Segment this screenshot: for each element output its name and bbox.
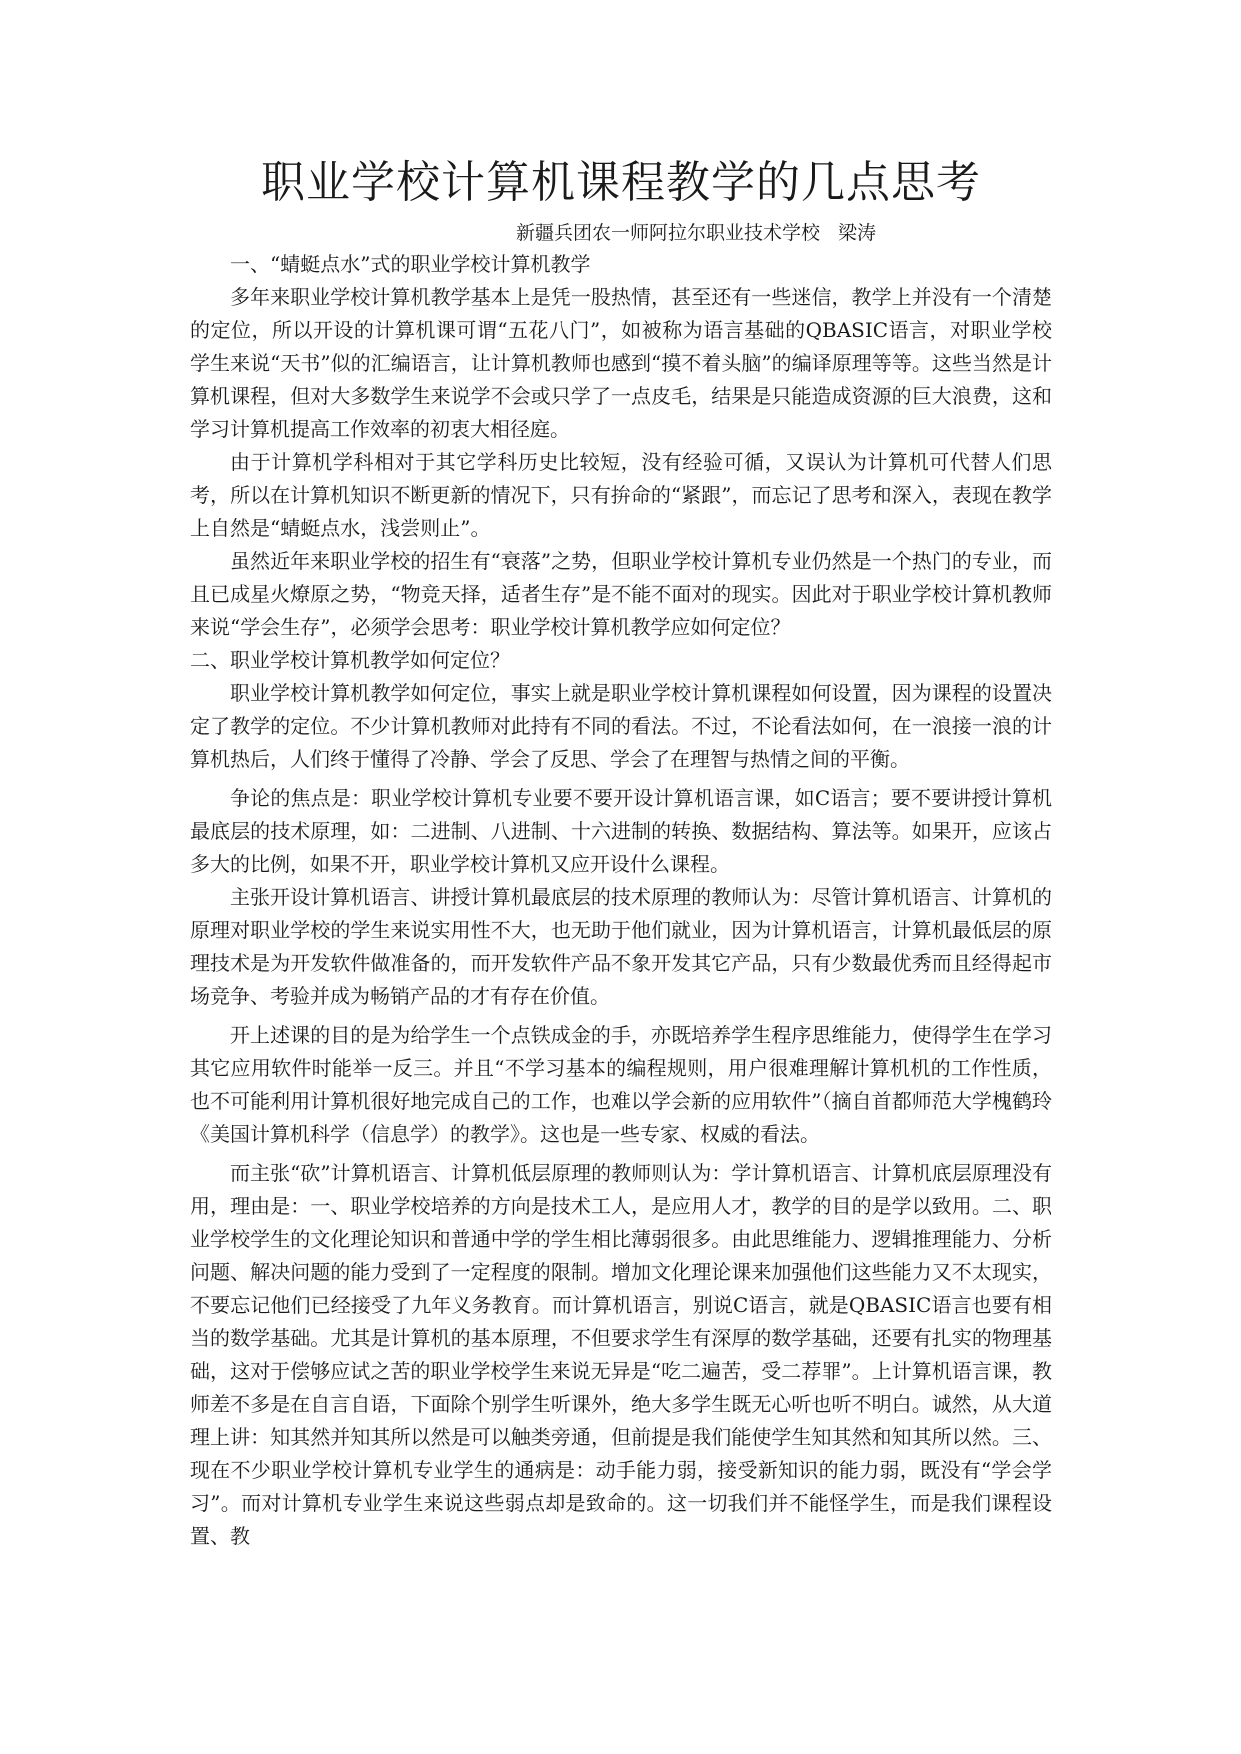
section-heading-1: 一、“蜻蜓点水”式的职业学校计算机教学 xyxy=(230,252,591,276)
paragraph: 多年来职业学校计算机教学基本上是凭一股热情，甚至还有一些迷信，教学上并没有一个清楚的定位，所以开设的计算机课可谓“五花八门”，如被称为语言基础的QBASIC语言，对职业学校学生来说“天书”似的汇编语言，让计算机教师也感到“摸不着头脑”的编译原理等等。这些当然是计算机课程，但对大多数学生来说学不会或只学了一点皮毛，结果是只能造成资源的巨大浪费，这和学习计算机提高工作效率的初衷大相径庭。 xyxy=(190,285,1052,441)
paragraph: 由于计算机学科相对于其它学科历史比较短，没有经验可循，又误认为计算机可代替人们思考，所以在计算机知识不断更新的情况下，只有拚命的“紧跟”，而忘记了思考和深入，表现在教学上自然是“蜻蜓点水，浅尝则止”。 xyxy=(190,450,1052,540)
document-title: 职业学校计算机课程教学的几点思考 xyxy=(261,157,981,208)
document-body xyxy=(190,248,1052,1553)
author-name: 梁涛 xyxy=(838,222,877,244)
paragraph: 争论的焦点是：职业学校计算机专业要不要开设计算机语言课，如C语言；要不要讲授计算机最底层的技术原理，如：二进制、八进制、十六进制的转换、数据结构、算法等。如果开，应该占多大的比例，如果不开，职业学校计算机又应开设什么课程。 xyxy=(190,786,1052,876)
section-heading-2: 二、职业学校计算机教学如何定位？ xyxy=(190,648,510,672)
paragraph: 而主张“砍”计算机语言、计算机低层原理的教师则认为：学计算机语言、计算机底层原理没有用，理由是：一、职业学校培养的方向是技术工人，是应用人才，教学的目的是学以致用。二、职业学校学生的文化理论知识和普通中学的学生相比薄弱很多。由此思维能力、逻辑推理能力、分析问题、解决问题的能力受到了一定程度的限制。增加文化理论课来加强他们这些能力又不太现实，不要忘记他们已经接受了九年义务教育。而计算机语言，别说C语言，就是QBASIC语言也要有相当的数学基础。尤其是计算机的基本原理，不但要求学生有深厚的数学基础，还要有扎实的物理基础，这对于偿够应试之苦的职业学校学生来说无异是“吃二遍苦，受二荐罪”。上计算机语言课，教师差不多是在自言自语，下面除个别学生听课外，绝大多学生既无心听也听不明白。诚然，从大道理上讲：知其然并知其所以然是可以触类旁通，但前提是我们能使学生知其然和知其所以然。三、现在不少职业学校计算机专业学生的通病是：动手能力弱，接受新知识的能力弱，既没有“学会学习”。而对计算机专业学生来说这些弱点却是致命的。这一切我们并不能怪学生，而是我们课程设置、教 xyxy=(190,1161,1052,1548)
paragraph: 虽然近年来职业学校的招生有“衰落”之势，但职业学校计算机专业仍然是一个热门的专业，而且已成星火燎原之势，“物竞天择，适者生存”是不能不面对的现实。因此对于职业学校计算机教师来说“学会生存”，必须学会思考：职业学校计算机教学应如何定位？ xyxy=(190,549,1052,639)
paragraph: 职业学校计算机教学如何定位，事实上就是职业学校计算机课程如何设置，因为课程的设置决定了教学的定位。不少计算机教师对此持有不同的看法。不过，不论看法如何，在一浪接一浪的计算机热后，人们终于懂得了冷静、学会了反思、学会了在理智与热情之间的平衡。 xyxy=(190,681,1052,771)
paragraph: 主张开设计算机语言、讲授计算机最底层的技术原理的教师认为：尽管计算机语言、计算机的原理对职业学校的学生来说实用性不大，也无助于他们就业，因为计算机语言，计算机最低层的原理技术是为开发软件做准备的，而开发软件产品不象开发其它产品，只有少数最优秀而且经得起市场竞争、考验并成为畅销产品的才有存在价值。 xyxy=(190,885,1052,1008)
author-affiliation: 新疆兵团农一师阿拉尔职业技术学校 xyxy=(515,222,820,244)
author-line xyxy=(340,218,1052,248)
document-page xyxy=(190,150,1052,1553)
paragraph: 开上述课的目的是为给学生一个点铁成金的手，亦既培养学生程序思维能力，使得学生在学习其它应用软件时能举一反三。并且“不学习基本的编程规则，用户很难理解计算机机的工作性质，也不可能利用计算机很好地完成自己的工作，也难以学会新的应用软件”（摘自首都师范大学槐鹤玲《美国计算机科学（信息学）的教学》。这也是一些专家、权威的看法。 xyxy=(190,1023,1052,1146)
